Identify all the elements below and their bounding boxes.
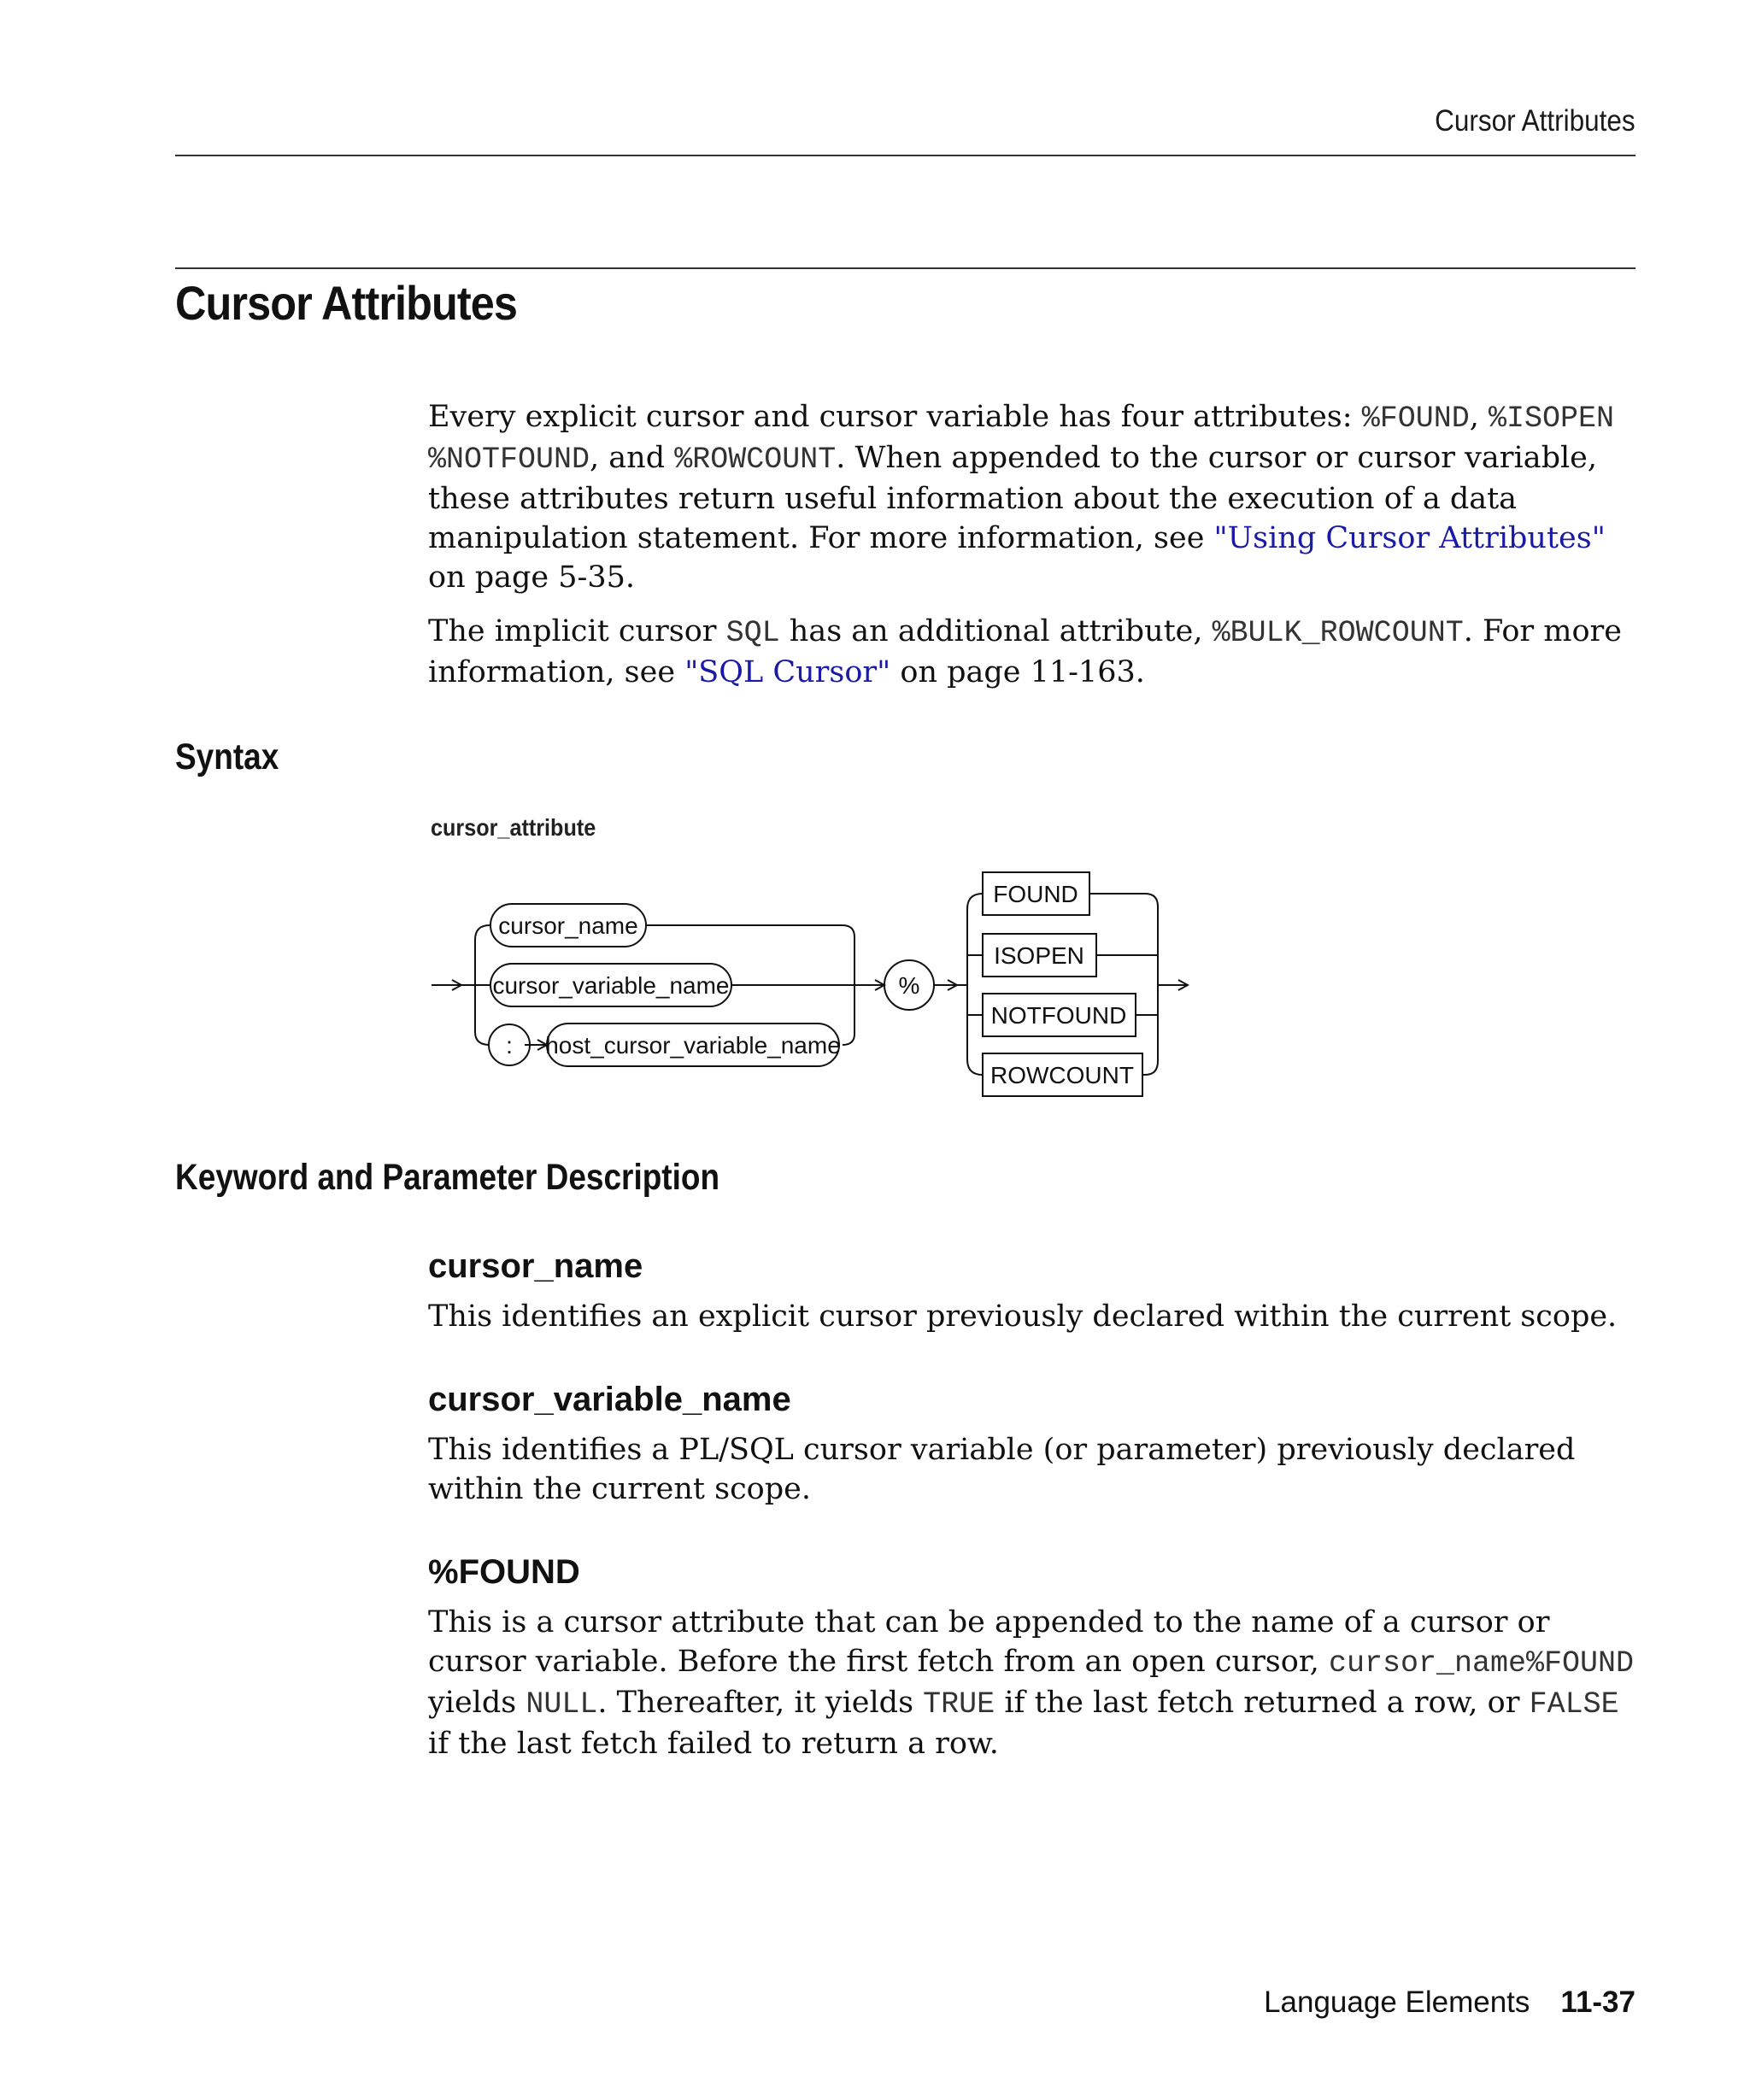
code-bulk-rowcount: %BULK_ROWCOUNT xyxy=(1212,616,1464,650)
term-cursor-variable-name: cursor_variable_name xyxy=(428,1381,791,1418)
node-cursor-variable-name: cursor_variable_name xyxy=(492,972,730,999)
code-true: TRUE xyxy=(923,1687,995,1722)
code-rowcount: %ROWCOUNT xyxy=(674,443,837,477)
choice-left-rail xyxy=(967,894,983,1075)
code-false: FALSE xyxy=(1529,1687,1619,1722)
desc-found xyxy=(428,1603,1641,1763)
code-isopen: %ISOPEN xyxy=(1488,402,1615,436)
node-notfound: NOTFOUND xyxy=(990,1002,1127,1029)
text-run: . For more information, see xyxy=(428,614,1622,689)
page-footer xyxy=(1264,1986,1635,2020)
choice-right-rail xyxy=(1089,894,1158,1075)
node-colon: : xyxy=(506,1032,513,1059)
desc-cursor-name: This identifies an explicit cursor previously declared within the current scope. xyxy=(428,1299,1618,1334)
text-run: The implicit cursor xyxy=(428,614,726,648)
code-found: %FOUND xyxy=(1361,402,1470,436)
code-notfound: %NOTFOUND xyxy=(428,443,590,477)
text-run: on page 11-163. xyxy=(890,655,1145,689)
node-isopen: ISOPEN xyxy=(994,942,1084,969)
text-run: This is a cursor attribute that can be appended to the name of a cursor or cursor variable. Before the first fetch from an open cursor, xyxy=(428,1605,1550,1679)
term-found: %FOUND xyxy=(428,1553,580,1591)
text-run: , and xyxy=(590,441,675,475)
text-run: , xyxy=(1469,400,1489,434)
node-percent: % xyxy=(898,972,920,999)
page-number: 11-37 xyxy=(1560,1986,1635,2019)
node-host-cursor-variable-name: host_cursor_variable_name xyxy=(545,1032,841,1059)
diagram-label: cursor_attribute xyxy=(431,814,596,841)
syntax-heading: Syntax xyxy=(175,736,279,777)
code-cursor-name-found: cursor_name%FOUND xyxy=(1328,1646,1635,1681)
node-cursor-name: cursor_name xyxy=(498,912,638,939)
running-header: Cursor Attributes xyxy=(1435,104,1635,138)
choice-connectors xyxy=(967,955,983,1015)
text-run: on page 5-35. xyxy=(428,560,636,595)
text-run: . Thereafter, it yields xyxy=(597,1686,924,1720)
link-using-cursor-attributes[interactable]: "Using Cursor Attributes" xyxy=(1213,521,1606,555)
desc-cursor-variable-name: This identifies a PL/SQL cursor variable (or parameter) previously declared within the current scope. xyxy=(428,1433,1576,1506)
term-cursor-name: cursor_name xyxy=(428,1247,643,1285)
page-title: Cursor Attributes xyxy=(175,276,518,330)
text-run: if the last fetch returned a row, or xyxy=(995,1686,1530,1720)
footer-section: Language Elements xyxy=(1264,1986,1530,2019)
code-null: NULL xyxy=(526,1687,598,1722)
text-run: yields xyxy=(428,1686,526,1720)
node-found: FOUND xyxy=(993,881,1078,907)
text-run: has an additional attribute, xyxy=(779,614,1213,648)
code-sql: SQL xyxy=(725,616,780,650)
keyword-parameter-heading: Keyword and Parameter Description xyxy=(175,1157,720,1198)
text-run: if the last fetch failed to return a row. xyxy=(428,1727,999,1761)
text-run: Every explicit cursor and cursor variable has four attributes: xyxy=(428,400,1362,434)
link-sql-cursor[interactable]: "SQL Cursor" xyxy=(684,655,891,689)
node-rowcount: ROWCOUNT xyxy=(990,1062,1134,1088)
text-run: . When appended to the cursor or cursor variable, these attributes return useful information about the execution of a data manipulation statement. For more information, see xyxy=(428,441,1598,555)
